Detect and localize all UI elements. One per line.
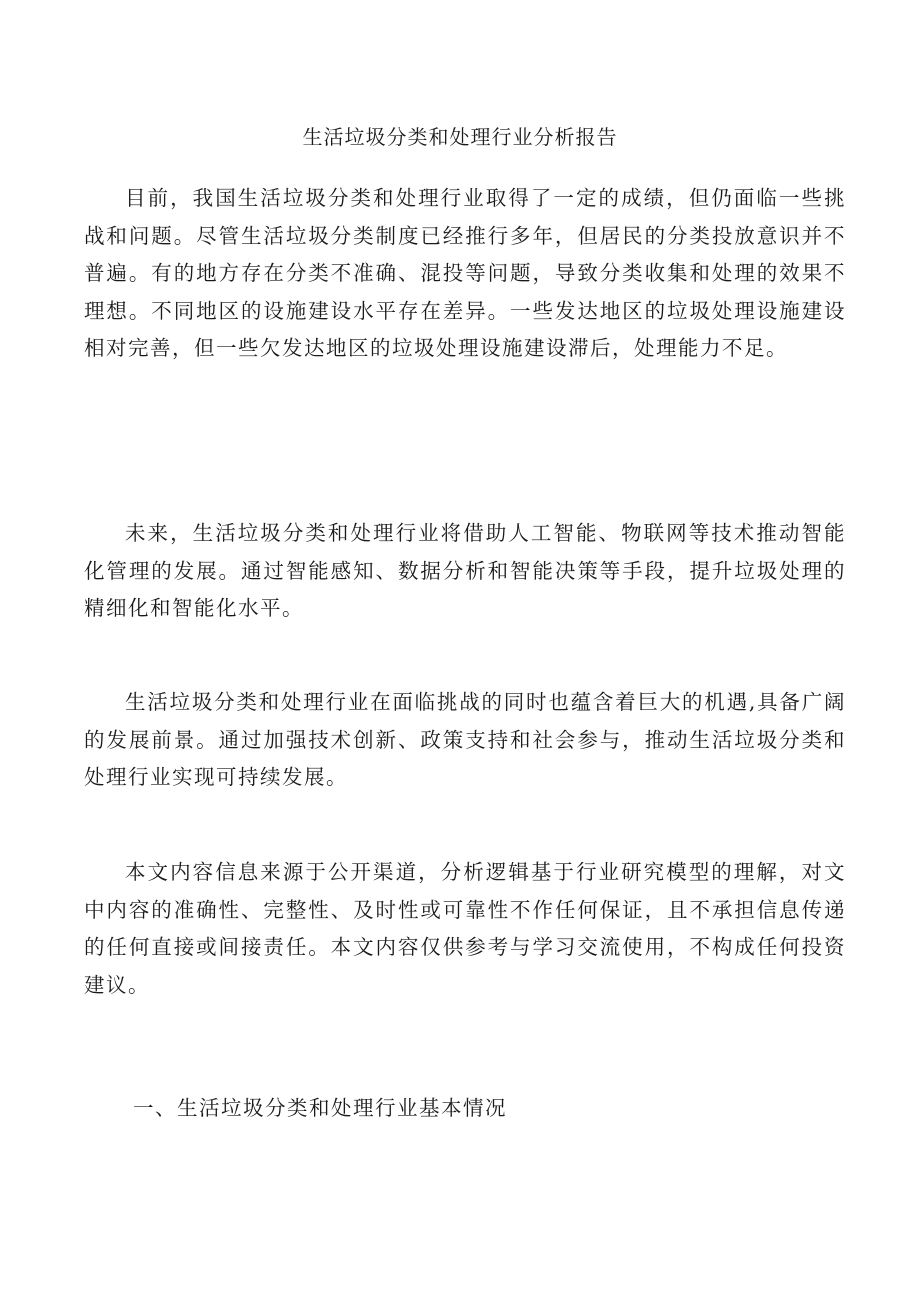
paragraph-opportunities: 生活垃圾分类和处理行业在面临挑战的同时也蕴含着巨大的机遇,具备广阔的发展前景。通过加强技术创新、政策支持和社会参与，推动生活垃圾分类和处理行业实现可持续发展。 [84, 690, 846, 790]
paragraph-future-trends: 未来，生活垃圾分类和处理行业将借助人工智能、物联网等技术推动智能化管理的发展。通过智能感知、数据分析和智能决策等手段，提升垃圾处理的精细化和智能化水平。 [84, 521, 846, 621]
section-heading: 一、生活垃圾分类和处理行业基本情况 [133, 1096, 507, 1120]
document-title: 生活垃圾分类和处理行业分析报告 [302, 125, 618, 149]
paragraph-disclaimer: 本文内容信息来源于公开渠道，分析逻辑基于行业研究模型的理解，对文中内容的准确性、完整性、及时性或可靠性不作任何保证，且不承担信息传递的任何直接或间接责任。本文内容仅供参考与学习交流使用，不构成任何投资建议。 [84, 860, 846, 997]
paragraph-current-status: 目前，我国生活垃圾分类和处理行业取得了一定的成绩，但仍面临一些挑战和问题。尽管生活垃圾分类制度已经推行多年，但居民的分类投放意识并不普遍。有的地方存在分类不准确、混投等问题，导致分类收集和处理的效果不理想。不同地区的设施建设水平存在差异。一些发达地区的垃圾处理设施建设相对完善，但一些欠发达地区的垃圾处理设施建设滞后，处理能力不足。 [84, 186, 846, 361]
